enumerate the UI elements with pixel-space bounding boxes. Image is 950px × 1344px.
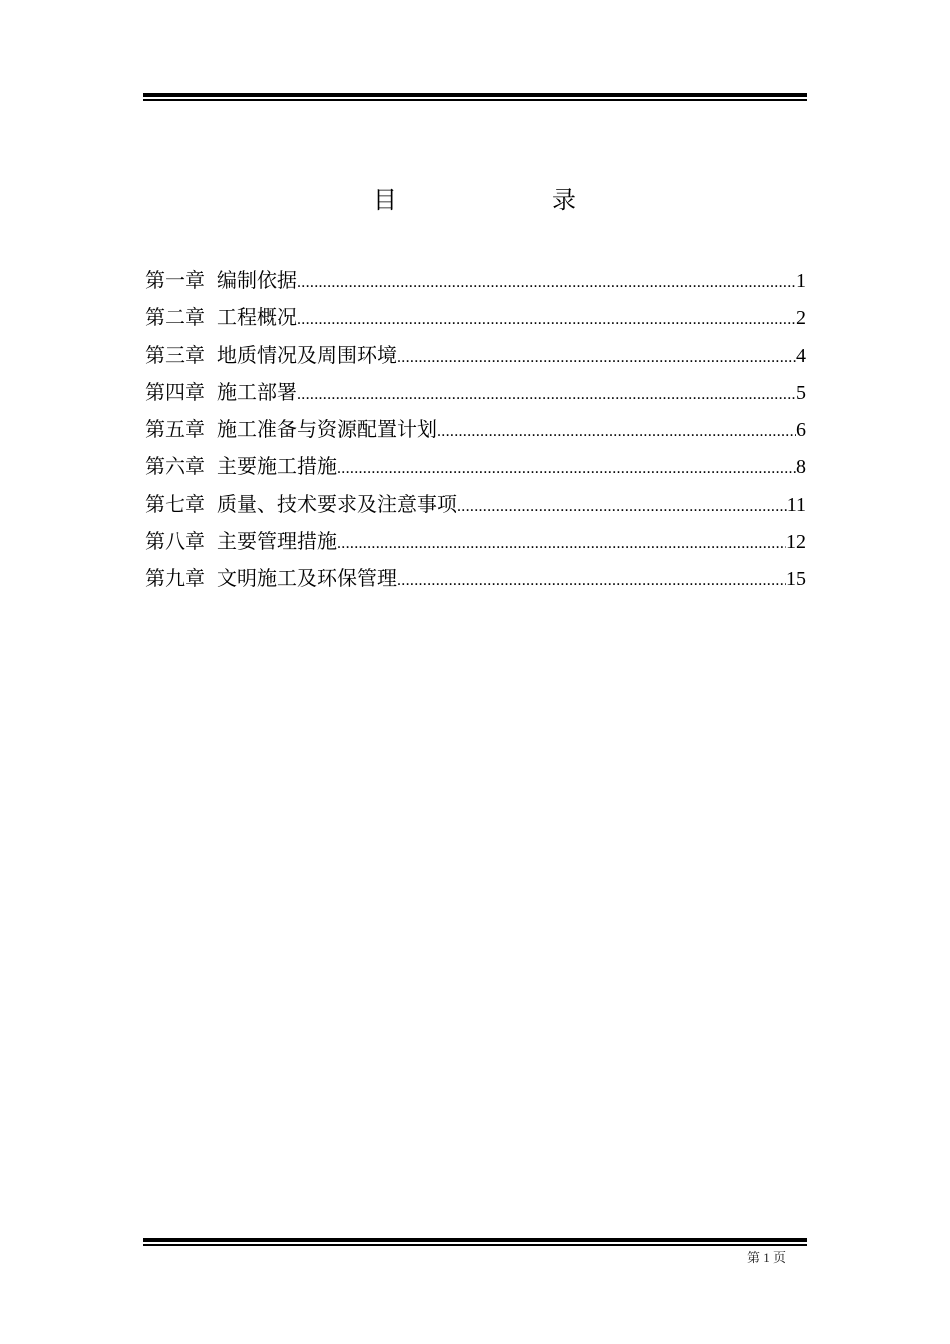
toc-page-number: 5	[796, 381, 806, 404]
toc-chapter-number: 第四章	[145, 379, 205, 404]
toc-page-number: 12	[786, 531, 806, 554]
toc-entry-5[interactable]	[145, 411, 806, 448]
toc-chapter-number: 第一章	[145, 268, 205, 292]
toc-page-number: 2	[796, 307, 806, 330]
header-rule-thin	[143, 99, 807, 101]
toc-dot-leader	[397, 562, 786, 597]
toc-chapter-number: 第五章	[145, 417, 205, 442]
toc-dot-leader	[297, 264, 796, 299]
toc-page-number: 8	[796, 456, 806, 479]
header-rule-thick	[143, 93, 807, 97]
toc-dot-leader	[297, 376, 796, 411]
toc-dot-leader	[397, 339, 796, 374]
toc-heading: 施工部署	[217, 379, 297, 404]
footer-rule	[143, 1238, 807, 1246]
toc-chapter-number: 第六章	[145, 454, 205, 479]
toc-chapter-number: 第七章	[145, 491, 205, 516]
footer-page-number: 第 1 页	[747, 1250, 787, 1265]
toc-dot-leader	[457, 488, 787, 523]
toc-heading: 施工准备与资源配置计划	[217, 417, 437, 442]
toc-dot-leader	[297, 301, 796, 336]
toc-chapter-number: 第九章	[145, 566, 205, 591]
toc-dot-leader	[337, 525, 786, 560]
toc-entry-3[interactable]	[145, 337, 806, 374]
toc-list	[145, 262, 806, 598]
toc-entry-6[interactable]	[145, 448, 806, 485]
toc-heading: 质量、技术要求及注意事项	[217, 491, 457, 516]
toc-entry-9[interactable]	[145, 560, 806, 597]
toc-page-number: 1	[796, 270, 806, 292]
toc-page-number: 4	[796, 344, 806, 367]
header-rule	[143, 93, 807, 101]
toc-dot-leader	[437, 413, 796, 448]
toc-entry-4[interactable]	[145, 374, 806, 411]
toc-page-number: 6	[796, 419, 806, 442]
toc-heading: 地质情况及周围环境	[217, 342, 397, 367]
toc-page-number: 11	[786, 493, 806, 516]
toc-chapter-number: 第二章	[145, 305, 205, 330]
footer-rule-thick	[143, 1238, 807, 1242]
toc-entry-1[interactable]	[145, 262, 806, 299]
toc-chapter-number: 第八章	[145, 529, 205, 554]
footer-rule-thin	[143, 1244, 807, 1246]
toc-entry-2[interactable]	[145, 299, 806, 336]
toc-entry-8[interactable]	[145, 523, 806, 560]
toc-heading: 编制依据	[217, 268, 297, 292]
toc-dot-leader	[337, 450, 796, 485]
toc-heading: 工程概况	[217, 305, 297, 330]
toc-heading: 主要施工措施	[217, 454, 337, 479]
toc-title-char-2: 录	[552, 186, 576, 214]
toc-title	[0, 182, 950, 218]
toc-title-char-1: 目	[373, 186, 397, 214]
toc-heading: 文明施工及环保管理	[217, 566, 397, 591]
toc-heading: 主要管理措施	[217, 529, 337, 554]
toc-chapter-number: 第三章	[145, 342, 205, 367]
toc-page-number: 15	[786, 568, 806, 591]
toc-entry-7[interactable]	[145, 486, 806, 523]
